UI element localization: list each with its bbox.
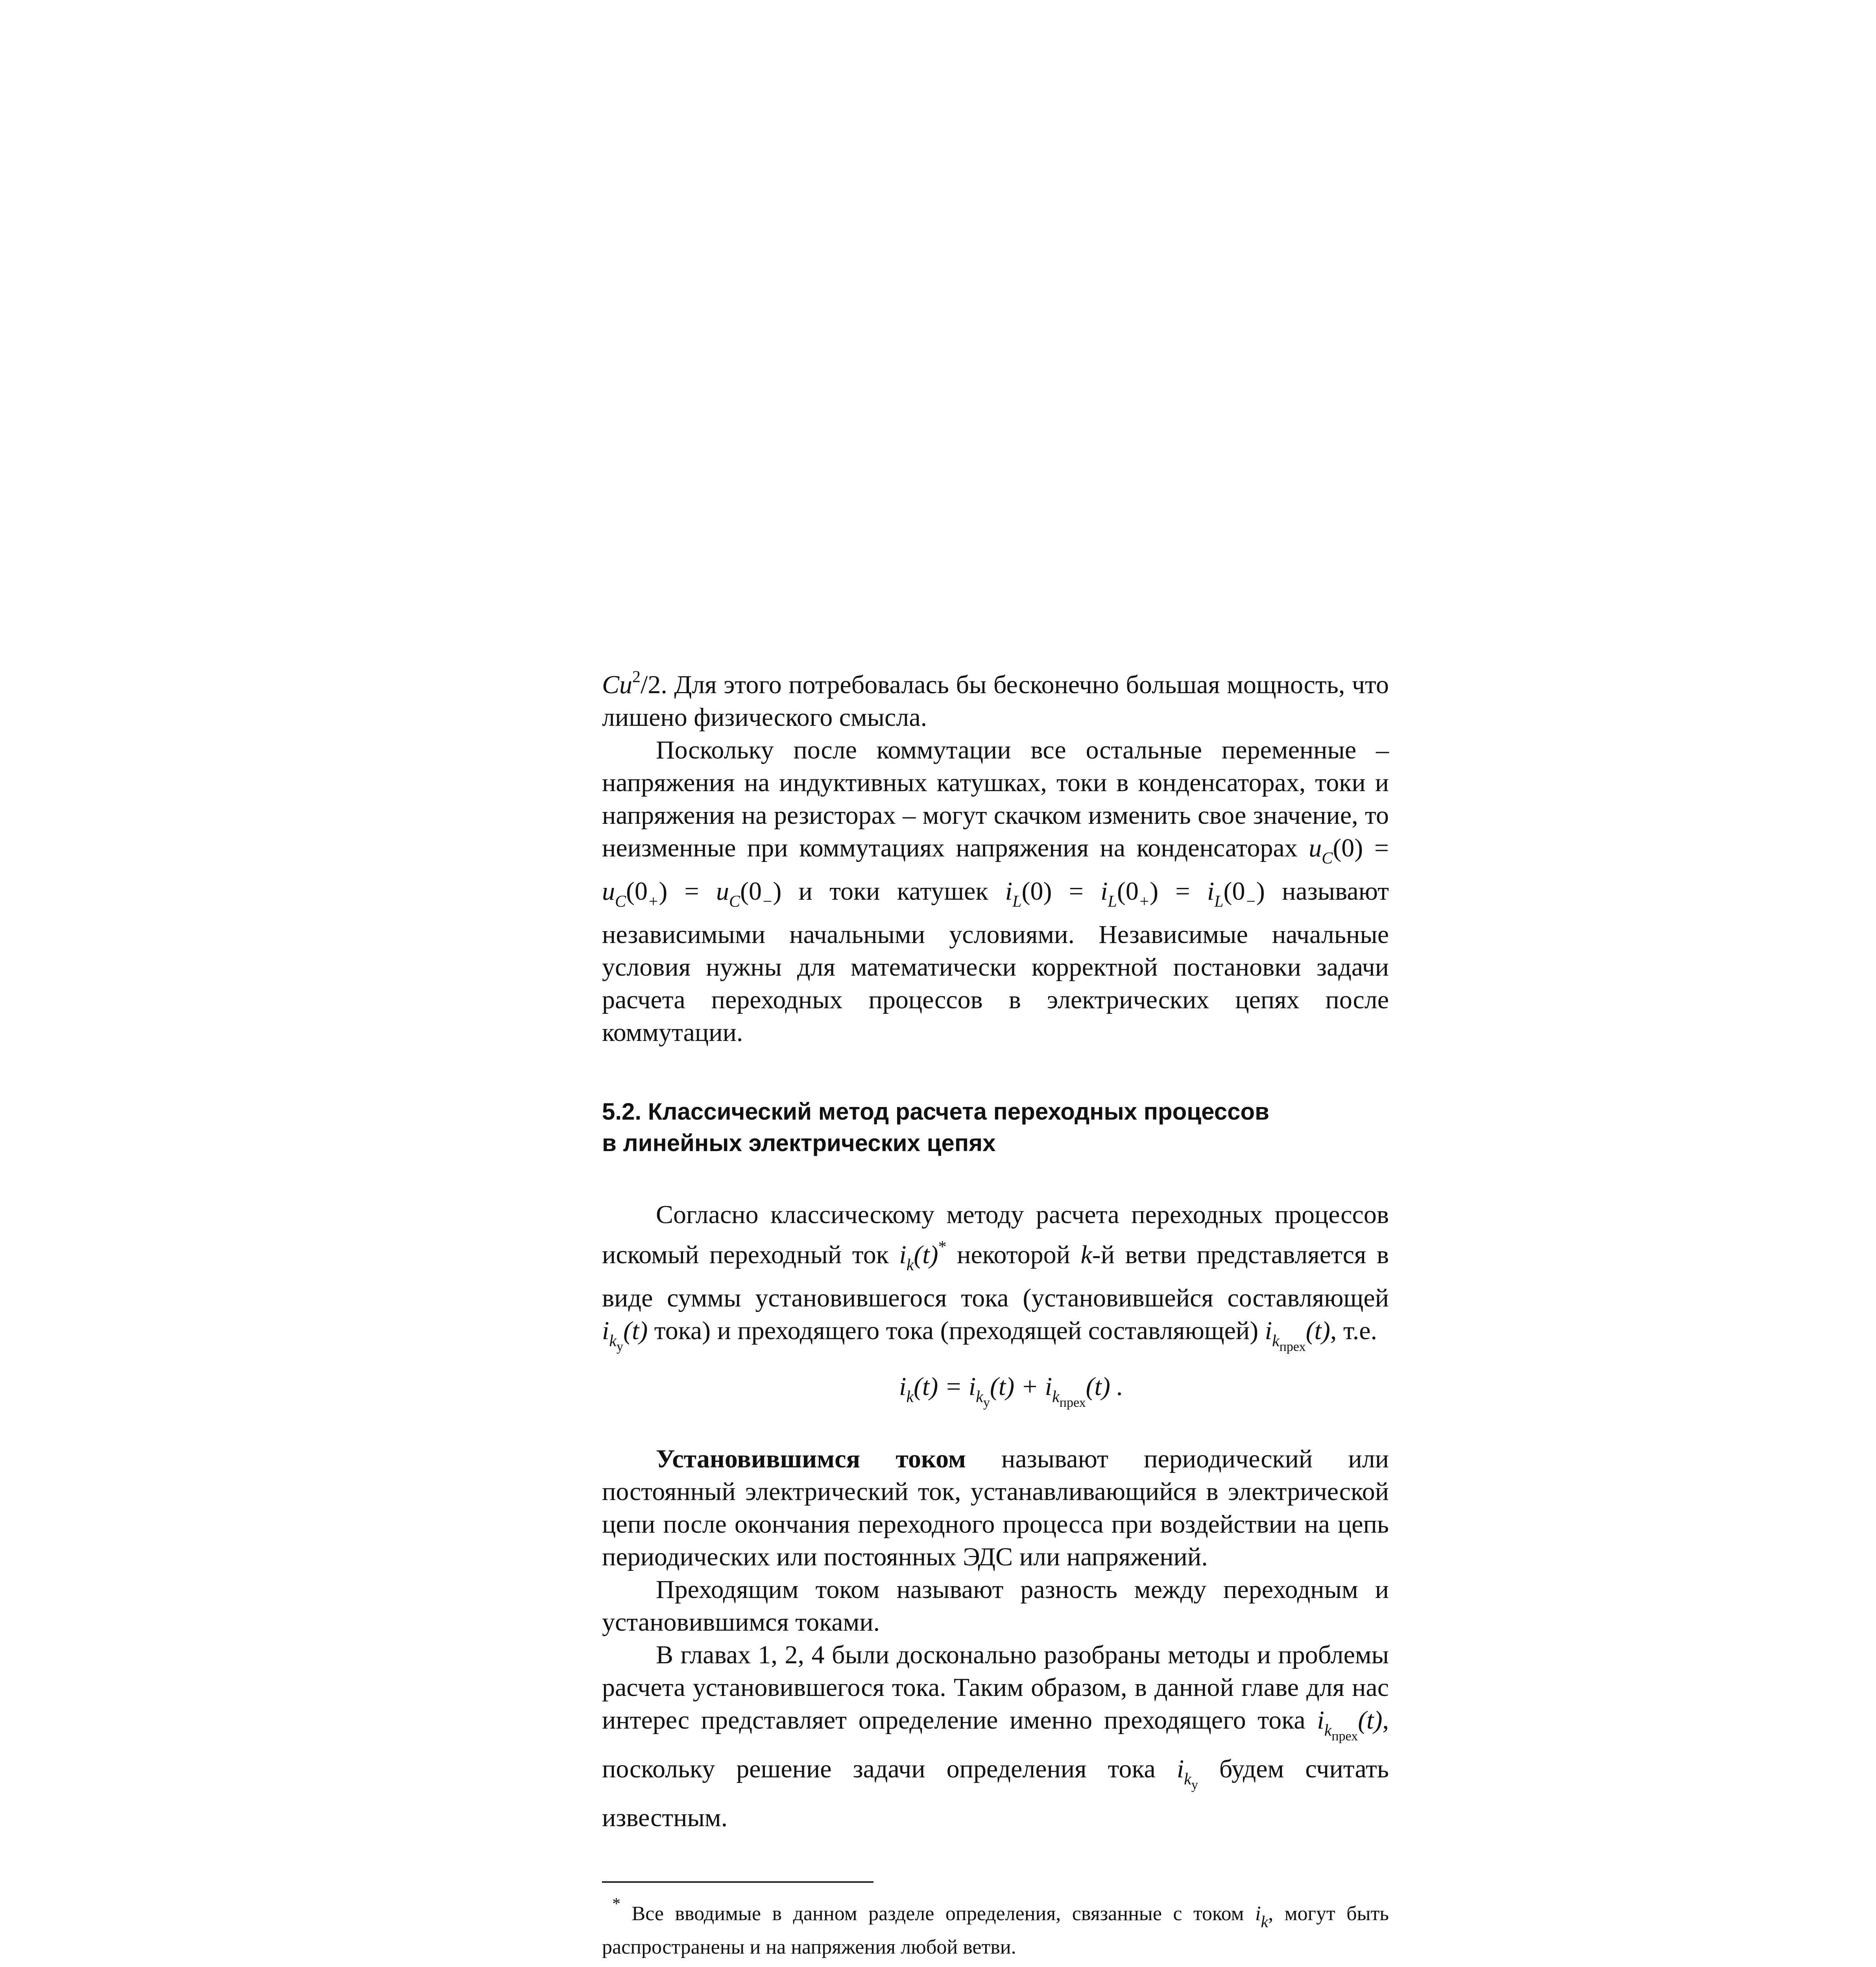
paragraph-text: . Для этого потребовалась бы бесконечно большая мощность, что лишено физического смысла. xyxy=(602,670,1389,732)
math-sub: kу xyxy=(609,1332,623,1354)
paragraph-classical-method xyxy=(602,1198,1389,1363)
math-var: i xyxy=(1005,877,1013,906)
math-var: i xyxy=(1207,877,1215,906)
paragraph-text: и токи катушек xyxy=(781,877,1005,906)
paragraph-text: Поскольку после коммутации все остальные переменные – напряжения на индуктивных катушках, токи в конденсаторах, токи и напряжения на резисторах – могут скачком изменить свое значение, то неизменные при коммутациях напряжения на конденсаторах xyxy=(602,736,1389,862)
math-sub: − xyxy=(1245,893,1256,911)
paragraph-text: , т.е. xyxy=(1330,1316,1377,1345)
paragraph-text: Согласно классическому методу расчета переходных процессов искомый переходный ток xyxy=(602,1200,1389,1269)
math-sub: C xyxy=(1322,849,1333,867)
math-text: (0) = xyxy=(1021,877,1101,906)
paragraph-chapters xyxy=(602,1639,1389,1834)
section-heading-line2: в линейных электрических цепях xyxy=(602,1130,996,1156)
footnote xyxy=(602,1891,1389,1960)
text-column xyxy=(602,661,1389,1967)
math-var: u xyxy=(602,877,615,906)
math-var: u xyxy=(716,877,729,906)
math-cu: Cu xyxy=(602,670,633,699)
math-text: ) xyxy=(1256,877,1265,906)
math-text: (0) = xyxy=(1333,834,1389,862)
math-var: u xyxy=(1309,834,1322,862)
footnote-text: , могут быть распространены и на напряжения любой ветви. xyxy=(602,1902,1389,1958)
paragraph-transient-definition: Преходящим током называют разность между переходным и установившимся токами. xyxy=(602,1575,1389,1637)
math-text: (0 xyxy=(626,877,648,906)
math-sub: C xyxy=(729,893,740,911)
math-arg: (t) xyxy=(623,1316,648,1345)
paragraph-energy xyxy=(602,661,1389,734)
footnote-text: Все вводимые в данном разделе определения, связанные с током xyxy=(620,1902,1256,1925)
section-heading xyxy=(602,1096,1389,1159)
math-div: /2 xyxy=(641,670,661,699)
term-bold: Установившимся током xyxy=(656,1445,966,1473)
math-sub: kпрех xyxy=(1324,1722,1358,1744)
math-var: i xyxy=(899,1240,907,1269)
paragraph-text: будем считать известным. xyxy=(602,1755,1389,1832)
paragraph-steady-state-definition xyxy=(602,1443,1389,1573)
math-sub: k xyxy=(906,1256,914,1274)
paragraph-text: В главах 1, 2, 4 были досконально разобраны методы и проблемы расчета установившегося тока. Таким образом, в данной главе для нас интерес представляет определение именно преходящего тока xyxy=(602,1640,1389,1735)
math-sub: C xyxy=(615,893,626,911)
math-arg: (t) xyxy=(914,1240,938,1269)
math-var: i xyxy=(1100,877,1108,906)
equation: $i_k(t) = i_{k_у}(t) + i_{k_{прех}}(t)$ . xyxy=(899,1372,1123,1410)
footnote-marker: * xyxy=(938,1238,947,1256)
math-exponent: 2 xyxy=(632,668,641,686)
math-arg: (t) xyxy=(1358,1706,1383,1735)
footnote-marker: * xyxy=(612,1895,620,1913)
math-var: k xyxy=(1080,1240,1092,1269)
paragraph-text: некоторой xyxy=(946,1240,1081,1269)
math-sub: L xyxy=(1108,893,1117,911)
math-text: ) xyxy=(773,877,782,906)
paragraph-text: называют периодический или постоянный электрический ток, устанавливающийся в электрической цепи после окончания переходного процесса при воздействии на цепь периодических или постоянных ЭДС или напряжений. xyxy=(602,1445,1389,1571)
math-var: i xyxy=(1265,1316,1272,1345)
math-var: i xyxy=(1255,1902,1261,1925)
math-text: ) = xyxy=(659,877,716,906)
math-sub: k xyxy=(1261,1913,1269,1931)
math-sub: kу xyxy=(1184,1770,1198,1792)
math-sub: L xyxy=(1012,893,1022,911)
footnote-divider xyxy=(602,1881,873,1883)
math-sub: − xyxy=(762,893,773,911)
math-arg: (t) xyxy=(1305,1316,1330,1345)
paragraph-text: тока) и преходящего тока (преходящей составляющей) xyxy=(648,1316,1265,1345)
math-text: (0 xyxy=(740,877,762,906)
math-sub: + xyxy=(648,893,659,911)
math-var: i xyxy=(1176,1755,1184,1783)
math-sub: L xyxy=(1214,893,1224,911)
math-text: (0 xyxy=(1223,877,1245,906)
math-text: ) = xyxy=(1150,877,1207,906)
math-text: (0 xyxy=(1117,877,1139,906)
math-sub: + xyxy=(1138,893,1150,911)
paragraph-text: называют независимыми начальными условиями. Независимые начальные условия нужны для математически корректной постановки задачи расчета переходных процессов в электрических цепях после коммутации. xyxy=(602,877,1389,1047)
math-var: i xyxy=(1317,1706,1324,1735)
math-var: i xyxy=(602,1316,609,1345)
math-sub: kпрех xyxy=(1272,1332,1306,1354)
paragraph-text: -й ветви представляется в виде суммы установившегося тока (установившейся составляющей xyxy=(602,1240,1389,1312)
section-heading-line1: 5.2. Классический метод расчета переходных процессов xyxy=(602,1098,1270,1125)
paragraph-text: , поскольку решение задачи определения тока xyxy=(602,1706,1389,1783)
paragraph-independent-conditions xyxy=(602,734,1389,1049)
